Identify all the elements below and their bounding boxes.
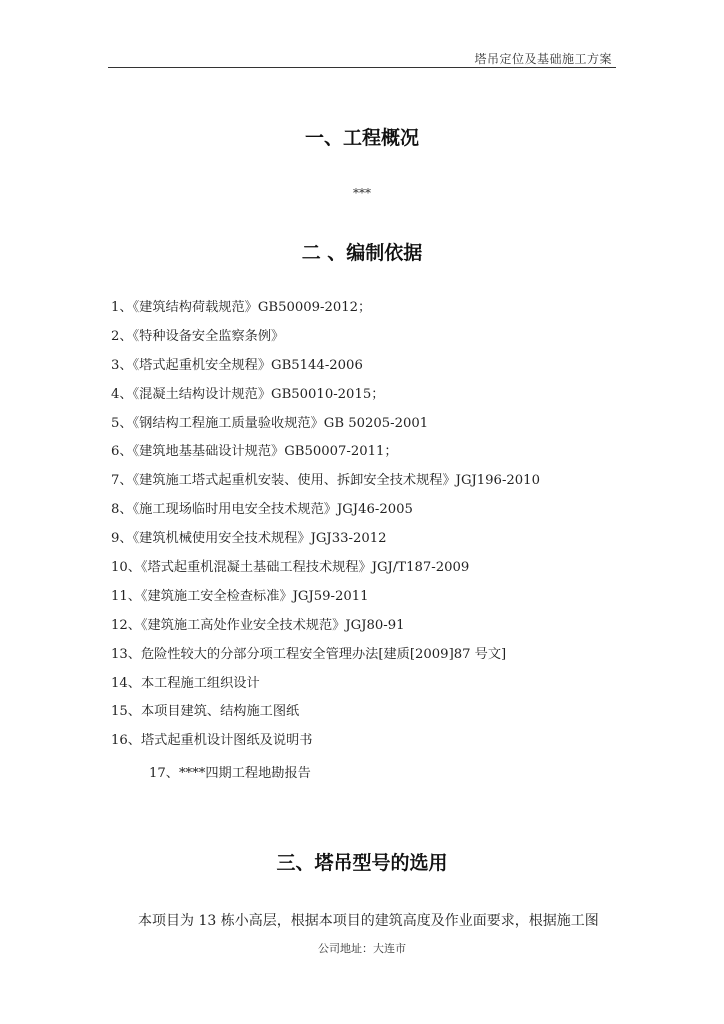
reference-item: 6、《建筑地基基础设计规范》GB50007-2011；: [111, 444, 398, 460]
header-divider: [108, 67, 616, 68]
reference-item: 7、《建筑施工塔式起重机安装、使用、拆卸安全技术规程》JGJ196-2010: [111, 473, 540, 489]
section-3-paragraph: 本项目为 13 栋小高层，根据本项目的建筑高度及作业面要求，根据施工图: [138, 913, 599, 929]
reference-list: [111, 298, 540, 760]
reference-item: 8、《施工现场临时用电安全技术规范》JGJ46-2005: [111, 502, 413, 518]
reference-item: 10、《塔式起重机混凝土基础工程技术规程》JGJ/T187-2009: [111, 560, 470, 576]
section-1-title: 一、工程概况: [304, 127, 419, 149]
reference-item: 14、本工程施工组织设计: [111, 675, 260, 691]
reference-item: 4、《混凝土结构设计规范》GB50010-2015；: [111, 386, 385, 402]
header-title: 塔吊定位及基础施工方案: [474, 52, 612, 66]
reference-item: 13、危险性较大的分部分项工程安全管理办法[建质[2009]87 号文]: [111, 646, 507, 662]
reference-item: 12、《建筑施工高处作业安全技术规范》JGJ80-91: [111, 617, 405, 633]
reference-item: 17、****四期工程地勘报告: [149, 766, 311, 781]
reference-item: 9、《建筑机械使用安全技术规程》JGJ33-2012: [111, 531, 387, 547]
reference-item: 5、《钢结构工程施工质量验收规范》GB 50205-2001: [111, 415, 429, 431]
page-footer: 公司地址：大连市: [318, 942, 406, 955]
section-2-title: 二 、编制依据: [301, 242, 423, 264]
reference-item: 16、塔式起重机设计图纸及说明书: [111, 733, 313, 749]
reference-item: 2、《特种设备安全监察条例》: [111, 328, 285, 344]
reference-item: 11、《建筑施工安全检查标准》JGJ59-2011: [111, 588, 369, 604]
reference-item: 1、《建筑结构荷载规范》GB50009-2012；: [111, 300, 372, 315]
section-3-title: 三、塔吊型号的选用: [276, 852, 448, 874]
reference-item: 3、《塔式起重机安全规程》GB5144-2006: [111, 357, 363, 373]
reference-item: 15、本项目建筑、结构施工图纸: [111, 704, 300, 720]
section-1-content: ***: [353, 186, 371, 200]
